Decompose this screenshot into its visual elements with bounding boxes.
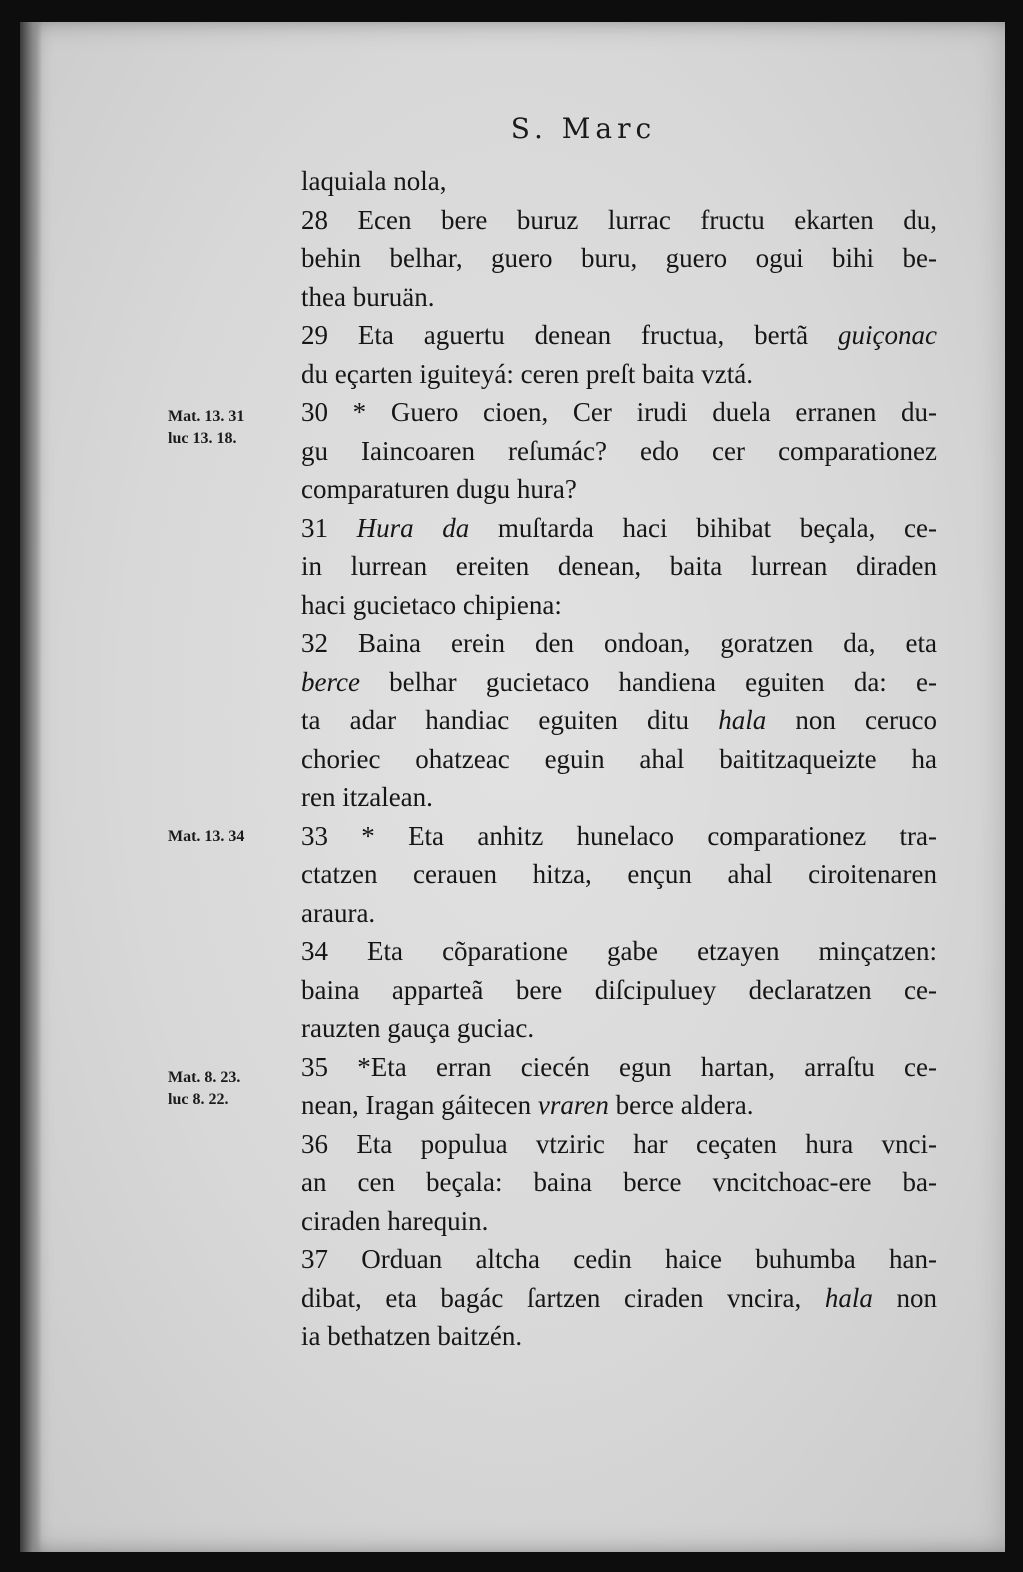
- text-run: ciraden harequin.: [301, 1205, 489, 1236]
- text-run: thea buruän.: [301, 281, 435, 312]
- text-run: baina apparteã bere diſcipuluey declaratzen ce-: [301, 974, 937, 1005]
- text-line: [301, 1317, 937, 1356]
- text-run: ctatzen cerauen hitza, ençun ahal ciroitenaren: [301, 859, 937, 889]
- text-run: choriec ohatzeac eguin ahal baititzaqueizte ha: [301, 743, 937, 774]
- text-run: ren itzalean.: [301, 782, 433, 812]
- text-line: [301, 701, 937, 740]
- text-run: 37 Orduan altcha cedin haice buhumba han-: [301, 1244, 937, 1274]
- margin-reference-line: luc 13. 18.: [168, 430, 237, 447]
- margin-reference-v35: [168, 1067, 240, 1111]
- text-line: [301, 239, 937, 278]
- text-line: [301, 509, 937, 548]
- text-line: [301, 1279, 937, 1318]
- text-run: 29 Eta aguertu denean fructua, bertã: [301, 320, 839, 350]
- text-run: 32 Baina erein den ondoan, goratzen da, eta: [301, 628, 937, 658]
- text-line: [301, 1163, 937, 1202]
- text-run: non: [872, 1282, 937, 1313]
- text-line: [301, 162, 937, 201]
- text-run: haci gucietaco chipiena:: [301, 589, 562, 620]
- text-line: [301, 393, 937, 432]
- text-line: [301, 817, 937, 856]
- text-line: [301, 894, 937, 933]
- italic-run: berce: [301, 666, 360, 697]
- text-column: [301, 162, 937, 1356]
- italic-run: Hura da: [356, 512, 470, 543]
- text-run: non ceruco: [766, 705, 937, 735]
- text-line: [301, 547, 937, 586]
- text-line: [301, 355, 937, 394]
- text-run: ta adar handiac eguiten ditu: [301, 705, 719, 735]
- text-line: [301, 1048, 937, 1087]
- text-run: nean, Iragan gáitecen: [301, 1090, 538, 1120]
- text-run: dibat, eta bagác ſartzen ciraden vncira,: [301, 1282, 825, 1313]
- text-line: [301, 855, 937, 894]
- text-run: 36 Eta populua vtziric har ceçaten hura vnci-: [301, 1128, 937, 1159]
- text-line: [301, 624, 937, 663]
- text-run: laquiala nola,: [301, 166, 447, 196]
- text-run: ia bethatzen baitzén.: [301, 1321, 523, 1351]
- text-run: in lurrean ereiten denean, baita lurrean diraden: [301, 551, 937, 581]
- text-run: comparaturen dugu hura?: [301, 474, 577, 504]
- text-line: [301, 470, 937, 509]
- text-run: behin belhar, guero buru, guero ogui bihi be-: [301, 243, 937, 273]
- text-line: [301, 1125, 937, 1164]
- text-line: [301, 201, 937, 240]
- text-run: an cen beçala: baina berce vncitchoac-ere ba-: [301, 1167, 937, 1197]
- text-line: [301, 1009, 937, 1048]
- italic-run: hala: [718, 705, 767, 735]
- italic-run: hala: [824, 1282, 873, 1313]
- text-line: [301, 278, 937, 317]
- running-head: S. Marc: [510, 112, 657, 145]
- text-line: [301, 432, 937, 471]
- margin-reference-v30: [168, 406, 244, 450]
- text-line: [301, 1086, 937, 1125]
- text-run: muſtarda haci bihibat beçala, ce-: [469, 512, 937, 543]
- book-gutter: [20, 22, 42, 1552]
- text-line: [301, 663, 937, 702]
- text-run: berce aldera.: [608, 1090, 754, 1120]
- margin-reference-line: Mat. 13. 31: [168, 408, 245, 425]
- text-line: [301, 778, 937, 817]
- margin-reference-line: Mat. 13. 34: [168, 828, 245, 845]
- text-run: araura.: [301, 897, 376, 928]
- text-run: 35 *Eta erran ciecén egun hartan, arraſtu ce-: [301, 1051, 937, 1082]
- text-line: [301, 1240, 937, 1279]
- text-line: [301, 971, 937, 1010]
- text-line: [301, 1202, 937, 1241]
- margin-reference-v33: [168, 826, 244, 848]
- italic-run: vraren: [537, 1090, 609, 1120]
- text-line: [301, 932, 937, 971]
- text-run: 28 Ecen bere buruz lurrac fructu ekarten du,: [301, 204, 937, 235]
- margin-reference-line: Mat. 8. 23.: [168, 1069, 241, 1086]
- text-run: 31: [301, 512, 357, 543]
- text-line: [301, 586, 937, 625]
- text-run: 30 * Guero cioen, Cer irudi duela erranen du-: [301, 397, 937, 427]
- text-run: du eçarten iguiteyá: ceren preſt baita vztá.: [301, 358, 754, 389]
- margin-reference-line: luc 8. 22.: [168, 1091, 229, 1108]
- text-line: [301, 740, 937, 779]
- text-run: belhar gucietaco handiena eguiten da: e-: [359, 666, 937, 697]
- text-run: 33 * Eta anhitz hunelaco comparationez tra-: [301, 820, 937, 851]
- text-line: [301, 316, 937, 355]
- text-run: rauzten gauça guciac.: [301, 1013, 535, 1043]
- text-run: gu Iaincoaren reſumác? edo cer comparationez: [301, 435, 937, 466]
- text-run: 34 Eta cõparatione gabe etzayen minçatzen:: [301, 936, 937, 966]
- italic-run: guiçonac: [838, 320, 937, 350]
